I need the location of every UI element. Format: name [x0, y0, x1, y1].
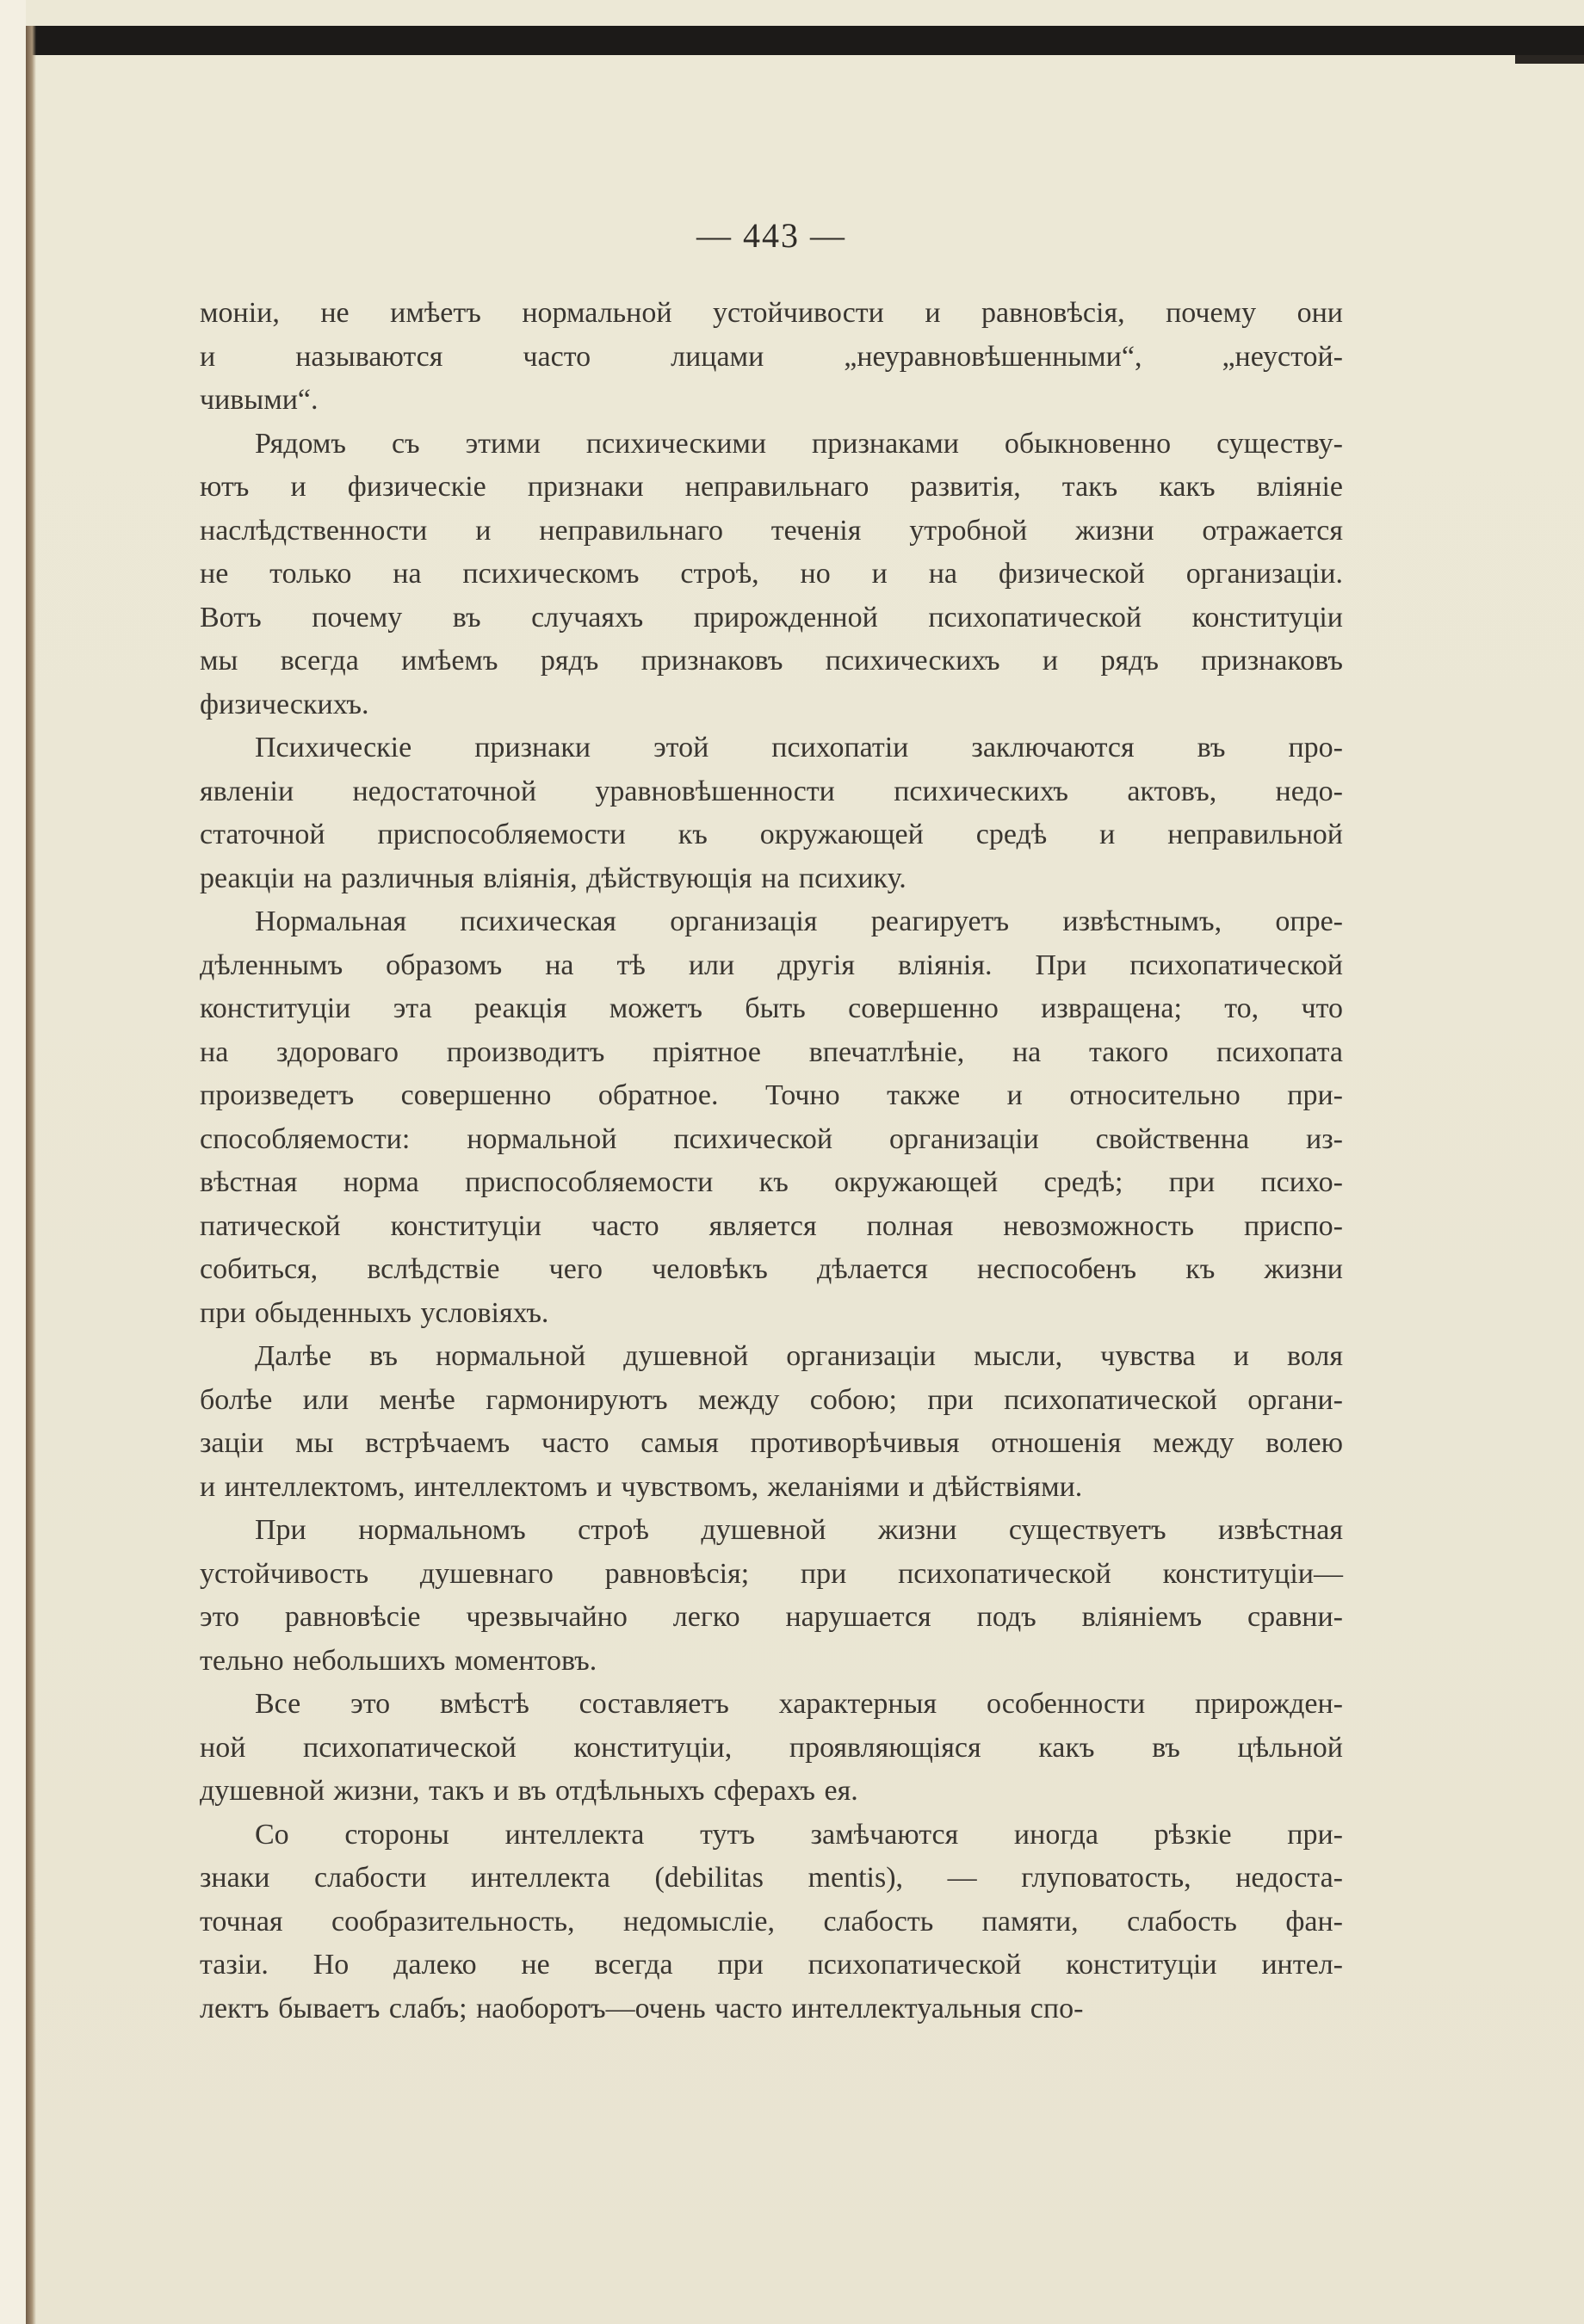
- text-line: лектъ бываетъ слабъ; наоборотъ—очень часто интеллектуальныя спо-: [200, 1992, 1084, 2024]
- text-line: патической конституціи часто является полная невозможность приспо-: [200, 1209, 1343, 1242]
- text-line: и интеллектомъ, интеллектомъ и чувствомъ, желаніями и дѣйствіями.: [200, 1470, 1083, 1503]
- text-line: Со стороны интеллекта тутъ замѣчаются иногда рѣзкіе при-: [255, 1818, 1343, 1851]
- text-line: при обыденныхъ условіяхъ.: [200, 1296, 549, 1329]
- text-line: физическихъ.: [200, 688, 369, 720]
- paragraph: [200, 1683, 1343, 1814]
- text-line: статочной приспособляемости къ окружающей средѣ и неправильной: [200, 819, 1343, 850]
- text-line: устойчивость душевнаго равновѣсія; при психопатической конституціи—: [200, 1557, 1343, 1590]
- text-line: тазіи. Но далеко не всегда при психопатической конституціи интел-: [200, 1949, 1343, 1981]
- page-body: [200, 215, 1343, 2030]
- text-line: это равновѣсіе чрезвычайно легко нарушается подъ вліяніемъ сравни-: [200, 1601, 1343, 1633]
- text-line: наслѣдственности и неправильнаго теченія утробной жизни отражается: [200, 514, 1343, 547]
- text-line: Все это вмѣстѣ составляетъ характерныя особенности прирожден-: [255, 1688, 1343, 1720]
- text-line: Нормальная психическая организація реагируетъ извѣстнымъ, опре-: [255, 905, 1343, 937]
- text-line: мы всегда имѣемъ рядъ признаковъ психическихъ и рядъ признаковъ: [200, 645, 1343, 677]
- text-line: реакціи на различныя вліянія, дѣйствующія на психику.: [200, 862, 906, 894]
- text-line: болѣе или менѣе гармонируютъ между собою; при психопатической органи-: [200, 1383, 1343, 1416]
- text-line: Далѣе въ нормальной душевной организаціи мысли, чувства и воля: [255, 1340, 1343, 1372]
- text-flow: [200, 292, 1343, 2030]
- text-line: чивыми“.: [200, 384, 319, 416]
- text-line: и называются часто лицами „неуравновѣшенными“, „неустой-: [200, 340, 1343, 373]
- text-line: точная сообразительность, недомысліе, слабость памяти, слабость фан-: [200, 1905, 1343, 1938]
- text-line: ной психопатической конституціи, проявляющіяся какъ въ цѣльной: [200, 1731, 1343, 1764]
- page-spine: [0, 0, 26, 2324]
- paragraph: [200, 1509, 1343, 1683]
- text-line: знаки слабости интеллекта (debilitas mentis), — глуповатость, недоста-: [200, 1862, 1343, 1894]
- text-line: дѣленнымъ образомъ на тѣ или другія вліянія. При психопатической: [200, 949, 1343, 981]
- text-line: собиться, вслѣдствіе чего человѣкъ дѣлается неспособенъ къ жизни: [200, 1253, 1343, 1285]
- paragraph: [200, 726, 1343, 900]
- text-line: Психическіе признаки этой психопатіи заключаются въ про-: [255, 732, 1343, 763]
- top-edge-band: [26, 26, 1584, 55]
- text-line: При нормальномъ строѣ душевной жизни существуетъ извѣстная: [255, 1514, 1343, 1546]
- page-number: — 443 —: [696, 216, 846, 255]
- text-line: Вотъ почему въ случаяхъ прирожденной психопатической конституціи: [200, 601, 1343, 634]
- text-line: тельно небольшихъ моментовъ.: [200, 1644, 597, 1677]
- paragraph: [200, 1814, 1343, 2031]
- text-line: не только на психическомъ строѣ, но и на физической организаціи.: [200, 558, 1343, 590]
- left-page-edge: [26, 26, 36, 2324]
- paragraph: [200, 900, 1343, 1335]
- text-line: на здороваго производитъ пріятное впечатлѣніе, на такого психопата: [200, 1035, 1343, 1068]
- text-line: душевной жизни, такъ и въ отдѣльныхъ сферахъ ея.: [200, 1775, 858, 1807]
- paragraph: [200, 1335, 1343, 1509]
- text-line: явленіи недостаточной уравновѣшенности психическихъ актовъ, недо-: [200, 775, 1343, 807]
- text-line: ютъ и физическіе признаки неправильнаго развитія, такъ какъ вліяніе: [200, 471, 1343, 503]
- text-line: способляемости: нормальной психической организаціи свойственна из-: [200, 1122, 1343, 1155]
- text-line: произведетъ совершенно обратное. Точно также и относительно при-: [200, 1079, 1343, 1111]
- text-line: Рядомъ съ этими психическими признаками обыкновенно существу-: [255, 427, 1343, 460]
- text-line: заціи мы встрѣчаемъ часто самыя противорѣчивыя отношенія между волею: [200, 1427, 1343, 1459]
- text-line: конституціи эта реакція можетъ быть совершенно извращена; то, что: [200, 992, 1343, 1024]
- paragraph: [200, 423, 1343, 727]
- text-line: моніи, не имѣетъ нормальной устойчивости и равновѣсія, почему они: [200, 297, 1343, 329]
- paragraph: [200, 292, 1343, 423]
- text-line: вѣстная норма приспособляемости къ окружающей средѣ; при психо-: [200, 1166, 1343, 1198]
